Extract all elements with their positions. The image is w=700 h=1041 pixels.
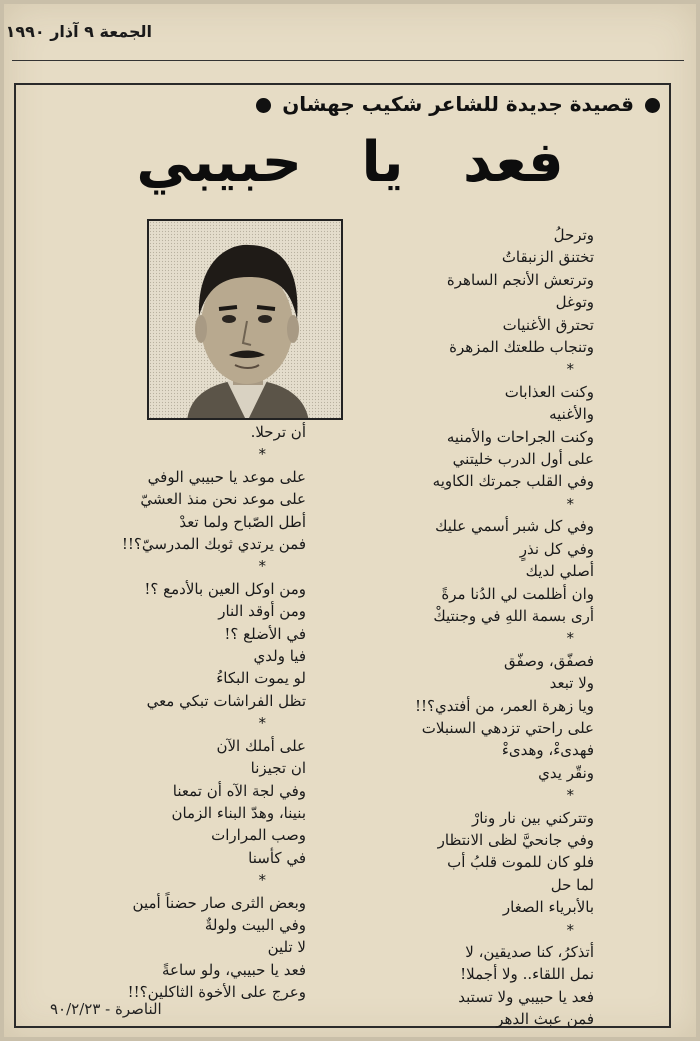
kicker-text: قصيدة جديدة للشاعر شكيب جهشان — [282, 92, 635, 116]
poem-line: فمن عبث الدهر — [496, 1010, 594, 1029]
poem-line: ويا زهرة العمر، من أفتدي؟!! — [414, 696, 594, 715]
poem-line: وصب المرارات — [211, 826, 306, 845]
poem-column-right — [354, 224, 594, 1031]
stanza-separator-icon: * — [566, 494, 574, 513]
poem-line: وتتركني بين نار ونارْ — [471, 808, 594, 827]
poem-title: فعد يا حبيبي — [136, 130, 564, 195]
poem-line: فعد يا حبيبي ولا تستبد — [458, 987, 594, 1006]
poem-line: وتوغل — [555, 293, 594, 312]
poem-line: وفي القلب جمرتك الكاويه — [432, 472, 594, 491]
poem-line: أطل الصّباح ولما تعدْ — [179, 512, 306, 531]
poem-line: وتنجاب طلعتك المزهرة — [449, 338, 594, 357]
poem-line: أصلي لديك — [525, 562, 594, 581]
poem-line: على راحتي تزدهي السنبلات — [421, 718, 594, 737]
stanza-separator-icon: * — [566, 786, 574, 805]
poem-line: بالأبرياء الصغار — [502, 898, 594, 917]
stanza-separator-icon: * — [566, 360, 574, 379]
poem-line: فهدىءْ، وهدىءْ — [501, 741, 594, 760]
bullet-icon — [645, 98, 660, 113]
poem-line: أن ترحلا. — [250, 423, 306, 441]
stanza-separator-icon: * — [258, 871, 266, 890]
poem-line: ومن اوكل العين بالأدمع ؟! — [144, 579, 306, 598]
poem-line: وفي لجة الآه أن تمعنا — [172, 781, 306, 800]
poem-line: بنينا، وهدّ البناء الزمان — [171, 803, 306, 822]
poem-line: فصفّق، وصفّق — [504, 651, 594, 670]
poem-line: وان أظلمت لي الدُنا مرةً — [441, 584, 594, 603]
poem-line: وترحلُ — [553, 226, 594, 244]
poem-line: فعد يا حبيبي، ولو ساعةً — [162, 960, 306, 979]
poem-line: في الأضلع ؟! — [224, 624, 306, 643]
poem-line: تظل الفراشات تبكي معي — [146, 691, 306, 710]
poem-line: تختنق الزنبقاتُ — [501, 248, 594, 267]
poem-line: وبعض الثرى صار حضناً أمين — [132, 893, 306, 912]
poem-line: وفي كل نذرٍ — [519, 539, 594, 558]
portrait-illustration — [149, 221, 343, 420]
poem-line: أتذكرُ، كنا صديقين، لا — [465, 943, 594, 961]
poem-line: فمن يرتدي ثوبك المدرسيّ؟!! — [121, 535, 306, 554]
stanza-separator-icon: * — [258, 445, 266, 464]
poem-line: على أول الدرب خليتني — [452, 450, 594, 469]
poem-line: فيا ولدي — [253, 647, 306, 666]
poem-line: أرى بسمة اللهِ في وجنتيكْ — [433, 606, 594, 625]
poem-line: وفي كل شبر أسمي عليك — [435, 517, 594, 536]
poem-line: ولا تبعد — [549, 674, 594, 693]
bullet-icon — [256, 98, 271, 113]
poem-line: والأغنيه — [549, 405, 594, 424]
poem-line: ومن أوقد النار — [218, 602, 306, 621]
poem-line: وكنت العذابات — [504, 382, 594, 401]
stanza-separator-icon: * — [258, 557, 266, 576]
article-kicker — [252, 92, 664, 116]
poem-line: وعرج على الأخوة الثاكلين؟!! — [127, 983, 306, 1002]
poem-line: على أملك الآن — [216, 736, 306, 755]
poem-line: لو يموت البكاءُ — [216, 669, 306, 688]
poem-line: وكنت الجراحات والأمنيه — [446, 427, 594, 446]
poem-line: على موعد يا حبيبي الوفي — [147, 467, 306, 486]
stanza-separator-icon: * — [566, 629, 574, 648]
poem-line: على موعد نحن منذ العشيّ — [140, 490, 306, 509]
poem-line: تحترق الأغنيات — [502, 315, 594, 334]
place-date-signoff: الناصرة - ٩٠/٢/٢٣ — [50, 1000, 162, 1018]
poem-line: نمل اللقاء.. ولا أجملا! — [460, 965, 594, 984]
poem-line: ونقّر يدي — [538, 763, 594, 782]
poem-line: لما حل — [550, 875, 594, 894]
poem-column-left — [56, 421, 306, 1004]
stanza-separator-icon: * — [566, 920, 574, 939]
poet-portrait-photo — [147, 219, 343, 420]
poem-line: فلو كان للموت قلبُ أب — [447, 853, 594, 872]
poem-line: في كأسنا — [248, 848, 306, 867]
poem-line: ان تجيزنا — [250, 759, 306, 778]
poem-line: وفي البيت ولولةٌ — [204, 915, 306, 934]
poem-line: وترتعش الأنجم الساهرة — [446, 270, 594, 289]
poem-line: لا تلين — [267, 938, 306, 957]
header-divider — [12, 60, 684, 61]
stanza-separator-icon: * — [258, 714, 266, 733]
poem-line: وفي جانحيَّ لظى الانتظار — [437, 830, 594, 849]
issue-date: الجمعة ٩ آذار ١٩٩٠ — [5, 22, 152, 41]
